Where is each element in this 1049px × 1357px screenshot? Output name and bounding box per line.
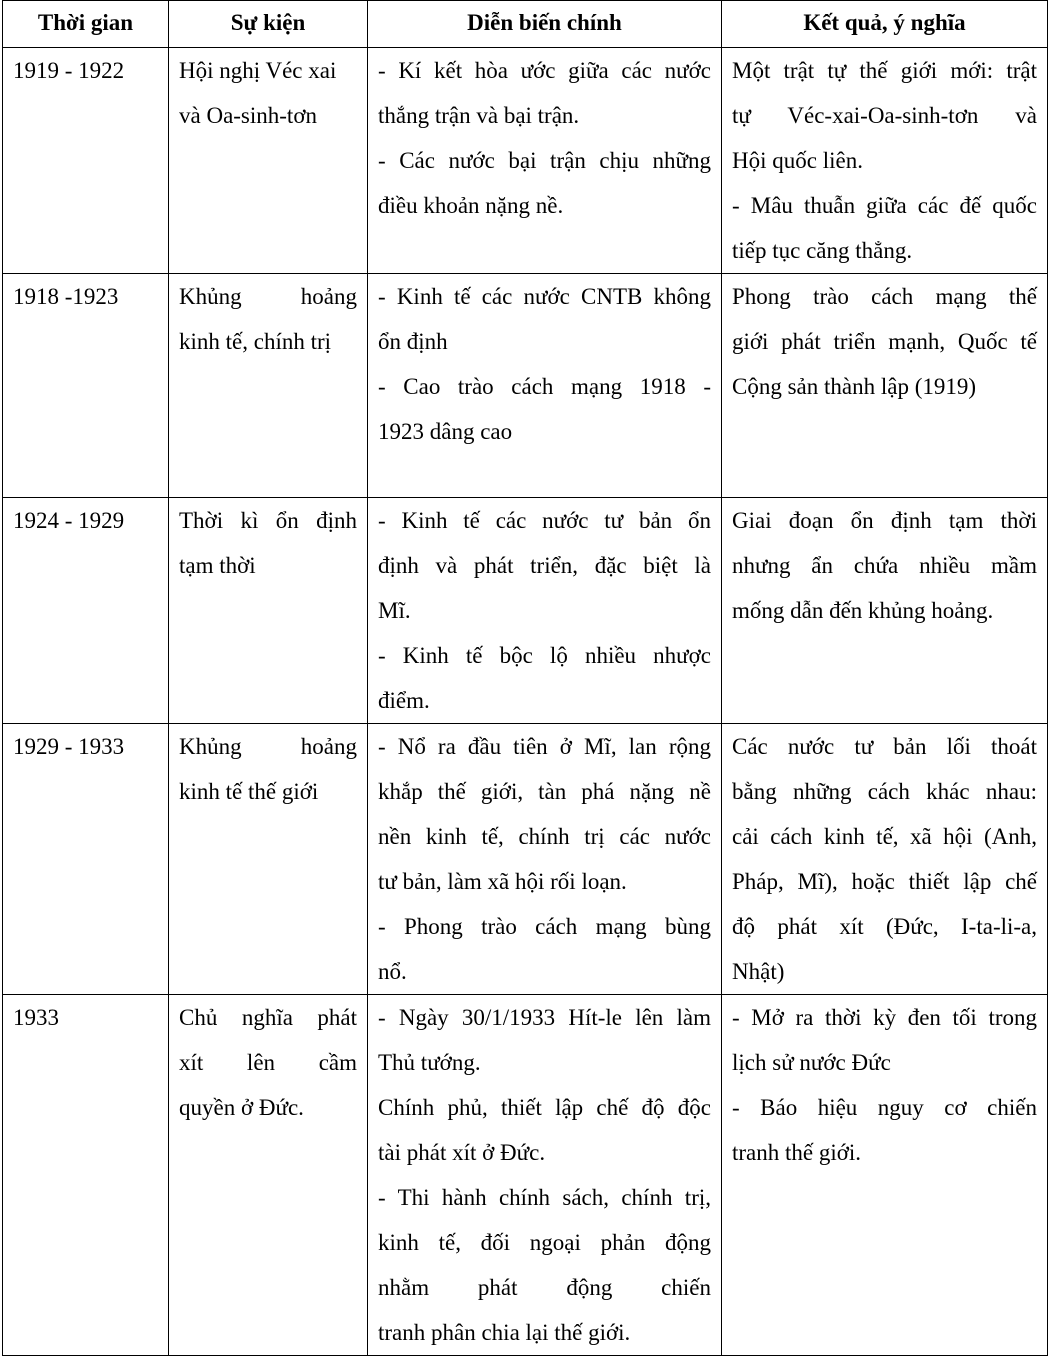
cell-line: Khủng hoảng xyxy=(179,284,357,309)
cell-line: Pháp, Mĩ), hoặc thiết lập chế xyxy=(732,869,1037,894)
cell-time: 1933 xyxy=(3,995,169,1356)
cell-line: Mĩ. xyxy=(378,598,411,623)
cell-line: 1923 dâng cao xyxy=(378,419,513,444)
header-developments: Diễn biến chính xyxy=(368,1,722,48)
cell-line: - Nổ ra đầu tiên ở Mĩ, lan rộng xyxy=(378,734,711,759)
cell-line: - Thi hành chính sách, chính trị, xyxy=(378,1185,711,1210)
cell-line: ổn định xyxy=(378,329,448,354)
cell-results xyxy=(722,498,1048,724)
cell-line: tranh phân chia lại thế giới. xyxy=(378,1320,631,1345)
cell-developments xyxy=(368,48,722,274)
cell-line: mống dẫn đến khủng hoảng. xyxy=(732,598,994,623)
cell-event xyxy=(169,724,368,995)
cell-developments xyxy=(368,724,722,995)
cell-line: nền kinh tế, chính trị các nước xyxy=(378,824,711,849)
cell-line: kinh tế, chính trị xyxy=(179,329,332,354)
cell-line: tư bản, làm xã hội rối loạn. xyxy=(378,869,627,894)
cell-line: kinh tế thế giới xyxy=(179,779,319,804)
cell-line: kinh tế, đối ngoại phản động xyxy=(378,1230,711,1255)
table-row xyxy=(3,48,1048,274)
header-time: Thời gian xyxy=(3,1,169,48)
cell-line: Chính phủ, thiết lập chế độ độc xyxy=(378,1095,711,1120)
cell-line: điểm. xyxy=(378,688,430,713)
cell-line: Chủ nghĩa phát xyxy=(179,1005,357,1030)
cell-line: cải cách kinh tế, xã hội (Anh, xyxy=(732,824,1037,849)
cell-time: 1919 - 1922 xyxy=(3,48,169,274)
cell-developments xyxy=(368,498,722,724)
cell-line: điều khoản nặng nề. xyxy=(378,193,564,218)
cell-line: nhằm phát động chiến xyxy=(378,1275,711,1300)
cell-line: Giai đoạn ổn định tạm thời xyxy=(732,508,1037,533)
cell-line: tiếp tục căng thẳng. xyxy=(732,238,913,263)
cell-developments xyxy=(368,995,722,1356)
cell-line: - Ngày 30/1/1933 Hít-le lên làm xyxy=(378,1005,711,1030)
cell-line: - Các nước bại trận chịu những xyxy=(378,148,711,173)
cell-line: - Báo hiệu nguy cơ chiến xyxy=(732,1095,1037,1120)
cell-line: Thủ tướng. xyxy=(378,1050,481,1075)
cell-results xyxy=(722,48,1048,274)
cell-line: Thời kì ổn định xyxy=(179,508,357,533)
cell-line: tranh thế giới. xyxy=(732,1140,862,1165)
header-row xyxy=(3,1,1048,48)
cell-line: Phong trào cách mạng thế xyxy=(732,284,1037,309)
history-table xyxy=(2,0,1048,1356)
cell-line: lịch sử nước Đức xyxy=(732,1050,891,1075)
table-header xyxy=(3,1,1048,48)
cell-line: - Kinh tế các nước tư bản ổn xyxy=(378,508,711,533)
cell-results xyxy=(722,274,1048,498)
cell-line: Khủng hoảng xyxy=(179,734,357,759)
header-event: Sự kiện xyxy=(169,1,368,48)
cell-line: Các nước tư bản lối thoát xyxy=(732,734,1037,759)
cell-line: độ phát xít (Đức, I-ta-li-a, xyxy=(732,914,1037,939)
table-row xyxy=(3,274,1048,498)
cell-event xyxy=(169,498,368,724)
cell-event xyxy=(169,274,368,498)
cell-time: 1929 - 1933 xyxy=(3,724,169,995)
cell-line: - Kinh tế các nước CNTB không xyxy=(378,284,711,309)
table-body xyxy=(3,48,1048,1356)
cell-line: tạm thời xyxy=(179,553,256,578)
cell-time: 1918 -1923 xyxy=(3,274,169,498)
cell-line: giới phát triển mạnh, Quốc tế xyxy=(732,329,1037,354)
cell-line: - Mâu thuẫn giữa các đế quốc xyxy=(732,193,1037,218)
cell-line: bằng những cách khác nhau: xyxy=(732,779,1037,804)
cell-line: tài phát xít ở Đức. xyxy=(378,1140,546,1165)
cell-line: Hội nghị Véc xai xyxy=(179,58,337,83)
cell-line: Cộng sản thành lập (1919) xyxy=(732,374,977,399)
cell-line: Một trật tự thế giới mới: trật xyxy=(732,58,1037,83)
cell-line: xít lên cầm xyxy=(179,1050,357,1075)
cell-line: nổ. xyxy=(378,959,407,984)
cell-line: - Kí kết hòa ước giữa các nước xyxy=(378,58,711,83)
cell-line: thắng trận và bại trận. xyxy=(378,103,580,128)
cell-line: - Cao trào cách mạng 1918 - xyxy=(378,374,711,399)
cell-line: tự Véc-xai-Oa-sinh-tơn và xyxy=(732,103,1037,128)
cell-line: Nhật) xyxy=(732,959,785,984)
cell-time: 1924 - 1929 xyxy=(3,498,169,724)
cell-line: quyền ở Đức. xyxy=(179,1095,304,1120)
cell-event xyxy=(169,995,368,1356)
cell-event xyxy=(169,48,368,274)
header-results: Kết quả, ý nghĩa xyxy=(722,1,1048,48)
cell-results xyxy=(722,724,1048,995)
cell-line: và Oa-sinh-tơn xyxy=(179,103,317,128)
cell-line: - Phong trào cách mạng bùng xyxy=(378,914,711,939)
cell-line: - Mở ra thời kỳ đen tối trong xyxy=(732,1005,1037,1030)
cell-results xyxy=(722,995,1048,1356)
table-row xyxy=(3,498,1048,724)
cell-line: Hội quốc liên. xyxy=(732,148,863,173)
table-row xyxy=(3,724,1048,995)
table-row xyxy=(3,995,1048,1356)
cell-line: khắp thế giới, tàn phá nặng nề xyxy=(378,779,711,804)
cell-line: định và phát triển, đặc biệt là xyxy=(378,553,711,578)
cell-developments xyxy=(368,274,722,498)
cell-line: - Kinh tế bộc lộ nhiều nhược xyxy=(378,643,711,668)
cell-line: nhưng ẩn chứa nhiều mầm xyxy=(732,553,1037,578)
